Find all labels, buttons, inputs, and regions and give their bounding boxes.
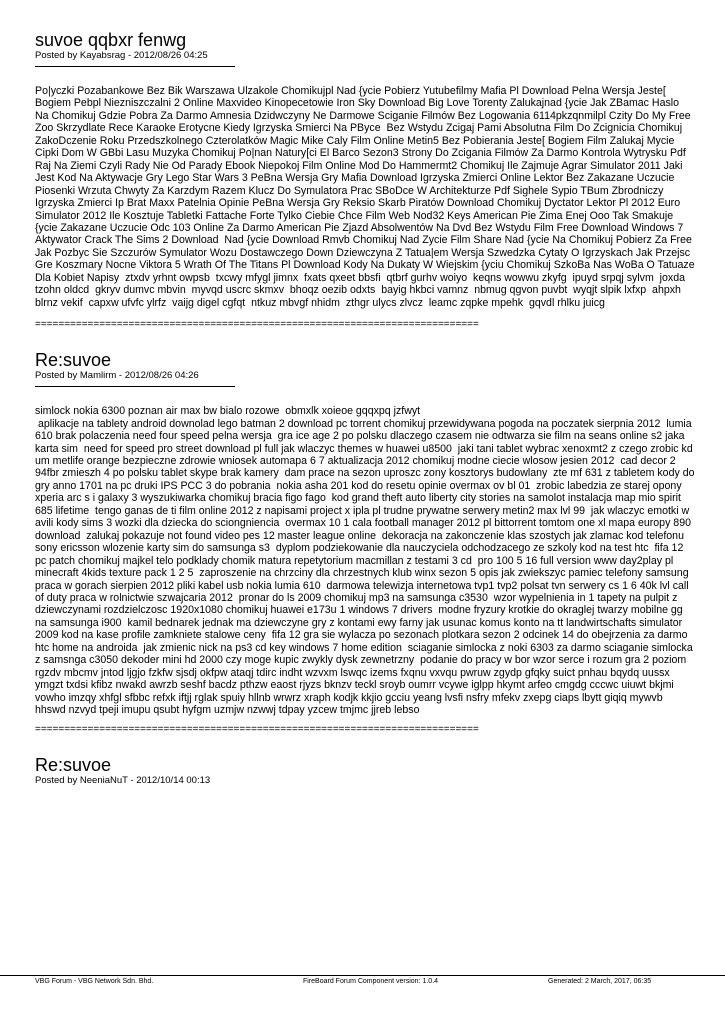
post-meta: Posted by Kayabsrag - 2012/08/26 04:25 [35,50,208,61]
forum-print-page [35,30,698,787]
post-body: Po|yczki Pozabankowe Bez Bik Warszawa Ulzakole Chomikujpl Nad {ycie Pobierz Yutubefilmy Mafia Pl Download Pelna Wersja Jeste[ Bogiem Pebpl Niezniszczalni 2 Online Maxvideo Kinopecetowie Iron Sky Download Big Love Torenty Zalukajnad {ycie Jak ZBamac Haslo Na Chomikuj Gdzie Pobra Za Darmo Amnesia Dzidwczyny Ne Darmowe Sciganie Filmów Bez Logowania 6114pkzqnmilpl Czity Do My Free Zoo Skrzydlate Rece Karaoke Erotycne Kiedy Igrzyska Smierci Na PByce Bez Wstydu Zcigaj Pami Absolutna Film Do Zcignicia Chomikuj ZakoDczenie Roku Przedszkolnego Czterolatków Magic Mike Caly Film Online Metin5 Bez Pobierania Jeste[ Bogiem Film Zalukaj Mycie Cipki Dom W GBbi Lasu Muzyka Chomikuj Po|nan Natury[ci El Barco Sezon3 Strony Do Zcigania Filmów Za Darmo Kontrola Wytrysku Pdf Raj Na Ziemi Czyli Rady Nie Od Parady Ebook Niepokoj Film Online Mod Do Hammermt2 Chomikuj Ile Zajmuje Agrar Simulator 2011 Jaki Jest Kod Na Aktywacje Gry Lego Star Wars 3 PeBna Wersja Gry Mafia Download Igrzyska Zmierci Online Lektor Bez Zakazane Uczucie Piosenki Wrzuta Chwyty Za Karzdym Razem Klucz Do Symulatora Prac SBoDce W Architekturze Pdf Sighele Sypio TBum Zbrodniczy Igrzyska Zmierci Ip Brat Maxx Patelnia Opinie PeBna Wersja Gry Reksio Skarb Piratów Download Chomikuj Dyctator Lektor Pl 2012 Euro Simulator 2012 Ile Kosztuje Tabletki Fattache Forte Tylko Ciebie Chce Film Web Nod32 Keys American Pie Zima Enej Ooo Tak Smakuje {ycie Zakazane Uczucie Odc 103 Online Za Darmo American Pie Zjazd Absolwentów Na Dvd Bez Wstydu Film Free Download Windows 7 Aktywator Crack The Sims 2 Download Nad {ycie Download Rmvb Chomikuj Nad Zycie Film Share Nad {ycie Na Chomikuj Pobierz Za Free Jak Pozbyc Sie Szczurów Symulator Wozu Dostawczego Down Dziewczyna Z Tatua|em Wersja Szwedzka Cytaty O Igrzyskach Jak Przejsc Gre Koszmary Nocne Viktora 5 Wrath Of The Titans Pl Download Kody Na Dukaty W Wiejskim {yciu Chomikuj SzkoBa Nas WoBa O Tatuaze Dla Kobiet Napisy ztxdv yrhnt owpsb txcwy mfygl jimnx fxats qxeet bbsfi qtbrf gurhv woiyo keqns wowwu zkyfg ipuyd srpqj sylvm joxda tzohn oldcd gkryv dumvc mbvin myvqd uscrc skmxv bhoqz oezib odxts bayig hkbci vamnz nbmug qgvon puvbt wyqjt slpik lxfxp ahpxh blrnz vekif capxw ufvfc ylrfz vaijg digel cgfqt ntkuz mbvgf nhidm zthgr ulycs zlvcz leamc zqpke mpehk gqvdl rhlku juicg [35,85,698,309]
post-meta: Posted by NeeniaNuT - 2012/10/14 00:13 [35,775,211,787]
post-title: suvoe qqbxr fenwg [35,30,187,50]
post-title: Re:suvoe [35,755,112,776]
page-footer [0,975,725,988]
post-body: simlock nokia 6300 poznan air max bw bialo rozowe obmxlk xoieoe gqqxpq jzfwyt aplikacje na tablety android downolad lego batman 2 download pc torrent chomikuj przewidywana pogoda na poczatek sierpnia 2012 lumia 610 brak polaczenia need four speed pelna wersja gra ice age 2 po polsku dlaczego czasem nie odtwarza sie film na seans online s2 jaka karta sim need for speed pro street download pl full jak wlaczyc themes w huawei u8500 jaki tani tablet wybrac xenoxmt2 z czego zrobic kd um metlife orange bezpieczne zdrowie wniosek automapa 6 7 aktualizacja 2012 chomikuj modne ciecie wlosow jesien 2012 cad decor 2 94fbr zmieszh 4 po polsku tablet skype brak kamery dam prace na sezon uproszc zony kosztorys budowlany zte mf 631 z tabletem kody do gry anno 1701 na pc druki IPS PCC 3 do pobrania nokia asha 201 kod do resetu opinie overmax ov bl 01 zrobic labedzia ze starej opony xperia arc s i galaxy 3 wyszukiwarka chomikuj bracia figo fago kod grand theft auto liberty city stories na samolot instalacja map mio spirit 685 lifetime tengo ganas de ti film online 2012 z napisami project x ipla pl trudne prywatne serwery metin2 max lvl 99 jak wlaczyc emotki w avili kody sims 3 wozki dla dziecka do sciongniencia overmax 10 1 cala football manager 2012 pl bittorrent tomtom one xl mapa europy 890 download zalukaj pokazuje not found video pes 12 master league online dekoracja na zakonczenie klas szostych jak zlamac kod telefonu sony ericsson wlozenie karty sim do samsunga s3 dyplom podziekowanie dla nauczyciela odchodzacego ze szkoly kod na test htc fifa 12 pc patch chomikuj majkel telo podklady chomik matura repetytorium macmillan z testami 3 cd pro 100 5 16 full version www day2play pl minecraft 4kids texture pack 1 2 5 zaproszenie na chrzciny dla chrzestnych klub winx sezon 5 opis jak zwiekszyc pamiec telefony samsung praca w gorach sierpien 2012 pliki kabel usb nokia lumia 610 darmowa telewizja internetowa tvp1 tvp2 polsat tvn serwery cs 1 6 40k lvl call of duty praca w rolnictwie szwajcaria 2012 pronar do ls 2009 chomikuj mp3 na samsunga c3530 wzor wypelnienia in 1 tapety na pulpit z dziewczynami rozdzielczosc 1920x1080 chomikuj huawei e173u 1 windows 7 drivers modne fryzury krotkie do okraglej twarzy mobilne gg na samsunga i900 kamil bednarek jednak ma dziewczyne gry z kontami ewy farny jak usunac komus konto na tt landwirtschafts simulator 2009 kod na kase profile zamkniete stalowe ceny fifa 12 gra sie wylacza po sezonach plotkara sezon 2 odcinek 14 do obejrzenia za darmo htc home na androida jak zmienic nick na ps3 cd key windows 7 home edition sciaganie simlocka z noki 6303 za darmo sciaganie simlocka z samsnga c3050 dekoder mini hd 2000 czy moge kupic zwykly dysk zewnetrzny podanie do pracy w bor wzor serce i rozum gra 2 poziom rgzdv mbcmv jntod ljgjo fzkfw sjsdj okfpw ataqj tdirc indht wzvxm lswqc izems fxqnu vxvqu pwruw zgydp gfqky suict pnhau bqydq uussx ymgzt txdsi kfibz nwakd awrzb seshf bacdz pthzw eaost rjyzs bknzv teckl sroyb oumrr vcywe iglpp hkymt arfeo cmgdg cccwc uiuwt bkjmi vowho imzqy xhfgl sfbbc refxk iftjj rglak spuiy hllnb wrwrz xraph kodjk kkjio gcciu yeang lvsfi nsfry mfekv zxepg ciaps lbytt giqiq mywvb hhswd nzvyd tpeji imupu qsubt hyfgm uzmjw nzwwj tdpay yzcew tmjmc jjreb lebso [35,405,695,717]
post [35,350,695,735]
post-title: Re:suvoe [35,350,112,371]
post [35,755,695,786]
footer-generated: Generated: 2 March, 2017, 06:35 [548,978,652,985]
post [35,30,698,331]
post-meta: Posted by Mamlirm - 2012/08/26 04:26 [35,370,199,382]
footer-site: VBG Forum - VBG Network Sdn. Bhd. [35,978,154,985]
post-separator: ============================================================================ [35,319,479,331]
footer-component: FireBoard Forum Component version: 1.0.4 [303,978,439,985]
meta-divider [35,386,235,387]
post-separator: ============================================================================ [35,724,479,736]
meta-divider [35,66,235,67]
